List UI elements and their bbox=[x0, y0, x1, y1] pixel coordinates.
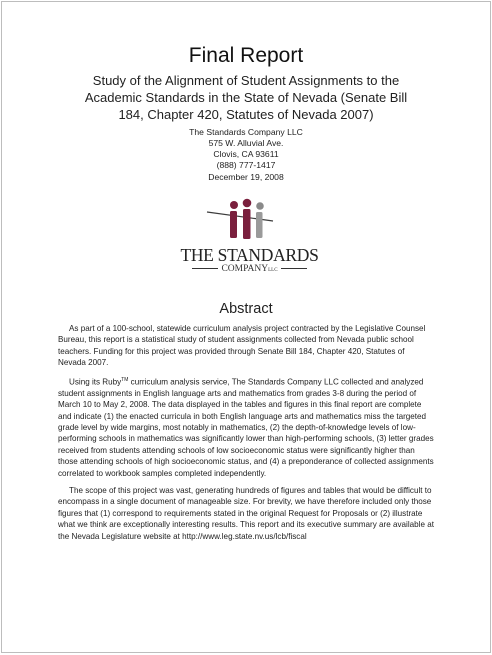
address-line: (888) 777-1417 bbox=[216, 160, 276, 170]
report-page bbox=[1, 1, 491, 653]
address-line: The Standards Company LLC bbox=[189, 127, 303, 137]
logo-company-name: THE STANDARDS bbox=[180, 245, 319, 265]
address-line: Clovis, CA 93611 bbox=[213, 149, 279, 159]
address-line: 575 W. Alluvial Ave. bbox=[208, 138, 284, 148]
logo-llc: LLC bbox=[268, 268, 278, 273]
company-address bbox=[2, 127, 490, 171]
logo-figures-icon bbox=[177, 194, 322, 246]
logo-subtitle bbox=[177, 264, 322, 274]
company-logo bbox=[177, 194, 322, 280]
report-subtitle: Study of the Alignment of Student Assignments to the Academic Standards in the State of Nevada (Senate Bill 184, Chapter 420, Statutes of Nevada 2007) bbox=[84, 73, 408, 122]
abstract-paragraph: Using its Ruby™ curriculum analysis service, The Standards Company LLC collected and analyzed student assignments in English language arts and mathematics from grades 3-8 during the period of March 10 to May 2, 2008. The data displayed in the tables and figures in this final report are complete and indicate (1) the enacted curricula in both English language arts and mathematics miss the targeted grade level by wide margins, most notably in mathematics, (2) the depth-of-knowledge levels of low-performing schools in mathematics was significantly lower than high-performing schools, (3) letter grades received from students attending schools of low socioeconomic status were significantly higher than those attending schools of high socioeconomic status, and (4) a preponderance of collected assignments correlated to workbook samples completed independently. bbox=[58, 376, 434, 478]
abstract-body bbox=[58, 323, 434, 548]
abstract-heading: Abstract bbox=[219, 301, 273, 317]
report-title: Final Report bbox=[188, 44, 304, 67]
logo-company-word: COMPANY bbox=[221, 264, 269, 274]
report-date: December 19, 2008 bbox=[208, 172, 284, 182]
abstract-paragraph: The scope of this project was vast, generating hundreds of figures and tables that would be difficult to encompass in a single document of manageable size. For brevity, we have therefore included only those figures that (1) correspond to requirements stated in the original Request for Proposals or (2) illustrate what we think are exceptionally interesting results. This report and its executive summary are available at the Nevada Legislature website at http://www.leg.state.nv.us/lcb/fiscal bbox=[58, 485, 434, 541]
abstract-paragraph: As part of a 100-school, statewide curriculum analysis project contracted by the Legislative Counsel Bureau, this report is a statistical study of student assignments collected from Nevada public school teachers. Funding for this project was provided through Senate Bill 184, Chapter 420, Statutes of Nevada 2007. bbox=[58, 324, 426, 368]
